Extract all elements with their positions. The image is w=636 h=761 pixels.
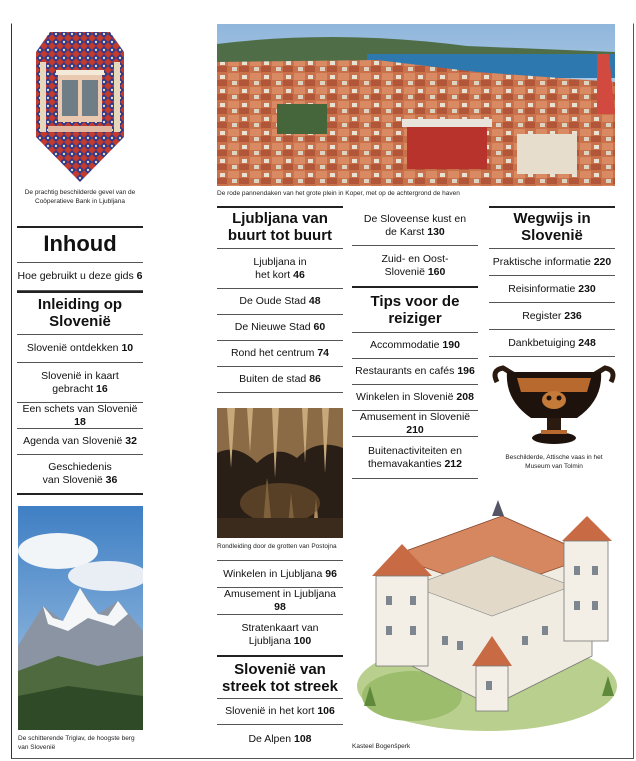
toc-item-page: 60 xyxy=(313,321,326,333)
toc-item-label: Slovenië in kaart gebracht xyxy=(41,369,119,395)
section-wegwijs-heading: Wegwijs in Slovenië xyxy=(513,210,591,244)
toc-item-page: 220 xyxy=(593,255,612,268)
toc-item-rond-centrum[interactable] xyxy=(217,341,343,367)
toc-item-kaart[interactable] xyxy=(17,363,143,403)
toc-item-restaurants[interactable] xyxy=(352,359,478,385)
toc-item-label: Een schets van Slovenië xyxy=(22,402,138,415)
toc-item-page: 100 xyxy=(293,635,312,647)
toc-item-page: 96 xyxy=(325,567,337,580)
section-intro-heading: Inleiding op Slovenië xyxy=(37,296,123,330)
toc-item-page: 10 xyxy=(121,342,134,354)
toc-item-page: 16 xyxy=(96,382,108,395)
toc-item-buiten-stad[interactable] xyxy=(217,367,343,393)
toc-item-label: De Nieuwe Stad xyxy=(234,321,311,333)
toc-item-amusement-slovenie[interactable] xyxy=(352,411,478,437)
toc-item-nieuwe-stad[interactable] xyxy=(217,315,343,341)
triglav-caption: De schitterende Triglav, de hoogste berg van Slovenië xyxy=(18,735,135,751)
toc-item-label: Slovenië ontdekken xyxy=(26,342,119,354)
toc-item-page: 108 xyxy=(294,732,312,745)
toc-item-page: 6 xyxy=(136,270,143,282)
toc-item-reisinformatie[interactable] xyxy=(489,276,615,303)
toc-item-page: 196 xyxy=(457,365,475,377)
toc-item-page: 230 xyxy=(578,282,596,295)
toc-item-page: 18 xyxy=(74,415,86,428)
toc-item-ljubljana-kort[interactable] xyxy=(217,249,343,289)
toc-item-label: Agenda van Slovenië xyxy=(23,435,123,447)
toc-item-zuid-oost[interactable] xyxy=(352,246,478,288)
col4-list xyxy=(489,248,615,357)
toc-item-label: Amusement in Slovenië xyxy=(359,410,471,423)
toc-item-page: 212 xyxy=(444,457,462,470)
toc-item-page: 208 xyxy=(456,391,474,403)
toc-item-label: Accommodatie xyxy=(370,339,440,351)
toc-item-page: 248 xyxy=(578,336,596,349)
toc-item-amusement-ljubljana[interactable] xyxy=(217,588,343,615)
toc-item-buitenactiviteiten[interactable] xyxy=(352,437,478,479)
toc-item-label: Winkelen in Ljubljana xyxy=(223,567,323,580)
toc-item-label: Stratenkaart van Ljubljana xyxy=(241,622,319,647)
toc-item-winkelen-ljubljana[interactable] xyxy=(217,561,343,588)
toc-item-geschiedenis[interactable] xyxy=(17,455,143,495)
toc-item-label: Geschiedenis van Slovenië xyxy=(42,461,112,486)
toc-item-label: De Alpen xyxy=(248,732,292,745)
toc-item-label: Rond het centrum xyxy=(230,347,315,359)
toc-item-label: Reisinformatie xyxy=(508,282,576,295)
toc-item-dankbetuiging[interactable] xyxy=(489,330,615,357)
postojna-caption: Rondleiding door de grotten van Postojna xyxy=(217,543,337,550)
section-streek-heading: Slovenië van streek tot streek xyxy=(222,661,338,695)
col2-top-rule xyxy=(217,206,343,208)
triglav-photo xyxy=(18,506,143,730)
section-ljubljana-heading: Ljubljana van buurt tot buurt xyxy=(227,210,333,244)
toc-item-slovenie-kort[interactable] xyxy=(217,699,343,725)
postojna-cave-photo xyxy=(217,408,343,538)
toc-item-schets[interactable] xyxy=(17,403,143,429)
toc-item-page: 46 xyxy=(293,268,305,281)
bank-caption: De prachtig beschilderde gevel van de Coöperatieve Bank in Ljubljana xyxy=(24,189,136,205)
toc-item-kust-karst[interactable] xyxy=(352,206,478,246)
toc-item-label: Winkelen in Slovenië xyxy=(356,391,454,403)
toc-item-stratenkaart[interactable] xyxy=(217,615,343,657)
toc-item-ontdekken[interactable] xyxy=(17,335,143,363)
col3-list xyxy=(352,206,478,288)
toc-item-oude-stad[interactable] xyxy=(217,289,343,315)
toc-item-page: 98 xyxy=(274,601,286,613)
toc-item-label: Slovenië in het kort xyxy=(225,705,315,717)
toc-item-label: Praktische informatie xyxy=(492,255,591,268)
toc-item-label: Hoe gebruikt u deze gids xyxy=(17,270,134,282)
col2-list3 xyxy=(217,698,343,753)
toc-item-winkelen-slovenie[interactable] xyxy=(352,385,478,411)
toc-item-label: De Sloveense kust en de Karst xyxy=(363,212,467,238)
bank-facade-photo xyxy=(28,22,132,184)
col1-list xyxy=(17,334,143,495)
castle-illustration xyxy=(352,496,617,736)
toc-item-praktische[interactable] xyxy=(489,249,615,276)
section-tips-heading: Tips voor de reiziger xyxy=(370,293,460,327)
toc-item-label: Buiten de stad xyxy=(239,373,307,385)
toc-item-label: Buitenactiviteiten en themavakanties xyxy=(368,444,462,470)
toc-item-agenda[interactable] xyxy=(17,429,143,455)
col1-section-rule xyxy=(17,291,143,293)
toc-item-page: 190 xyxy=(442,339,460,351)
koper-photo xyxy=(217,24,615,186)
toc-item-label: Ljubljana in het kort xyxy=(253,255,307,281)
toc-item-how-to-use[interactable] xyxy=(17,263,143,291)
col1-top-rule xyxy=(17,226,143,228)
toc-item-accommodatie[interactable] xyxy=(352,333,478,359)
toc-item-page: 48 xyxy=(308,295,321,307)
toc-item-page: 210 xyxy=(406,423,424,436)
col3-list2 xyxy=(352,332,478,479)
toc-item-page: 236 xyxy=(564,309,582,322)
toc-title: Inhoud xyxy=(43,231,117,256)
col2-list xyxy=(217,248,343,393)
toc-item-page: 36 xyxy=(105,474,118,486)
toc-item-label: De Oude Stad xyxy=(239,295,306,307)
toc-item-label: Restaurants en cafés xyxy=(355,365,455,377)
toc-item-page: 86 xyxy=(309,373,321,385)
toc-item-label: Amusement in Ljubljana xyxy=(223,588,337,600)
col2-list2 xyxy=(217,560,343,657)
toc-item-page: 74 xyxy=(317,347,330,359)
toc-item-page: 160 xyxy=(427,266,446,278)
toc-item-page: 32 xyxy=(125,435,137,447)
attic-vase-photo xyxy=(489,360,619,450)
toc-item-label: Dankbetuiging xyxy=(508,336,576,349)
toc-item-page: 130 xyxy=(427,225,445,238)
castle-caption: Kasteel Bogenšperk xyxy=(352,743,411,750)
toc-item-register[interactable] xyxy=(489,303,615,330)
toc-item-page: 106 xyxy=(317,705,335,717)
col4-top-rule xyxy=(489,206,615,208)
toc-item-alpen[interactable] xyxy=(217,725,343,753)
toc-item-label: Register xyxy=(522,309,562,322)
toc-item-label: Zuid- en Oost-Slovenië xyxy=(381,253,449,278)
vase-caption: Beschilderde, Attische vaas in het Museum van Tolmin xyxy=(505,454,603,470)
koper-caption: De rode pannendaken van het grote plein in Koper, met op de achtergrond de haven xyxy=(217,190,460,197)
